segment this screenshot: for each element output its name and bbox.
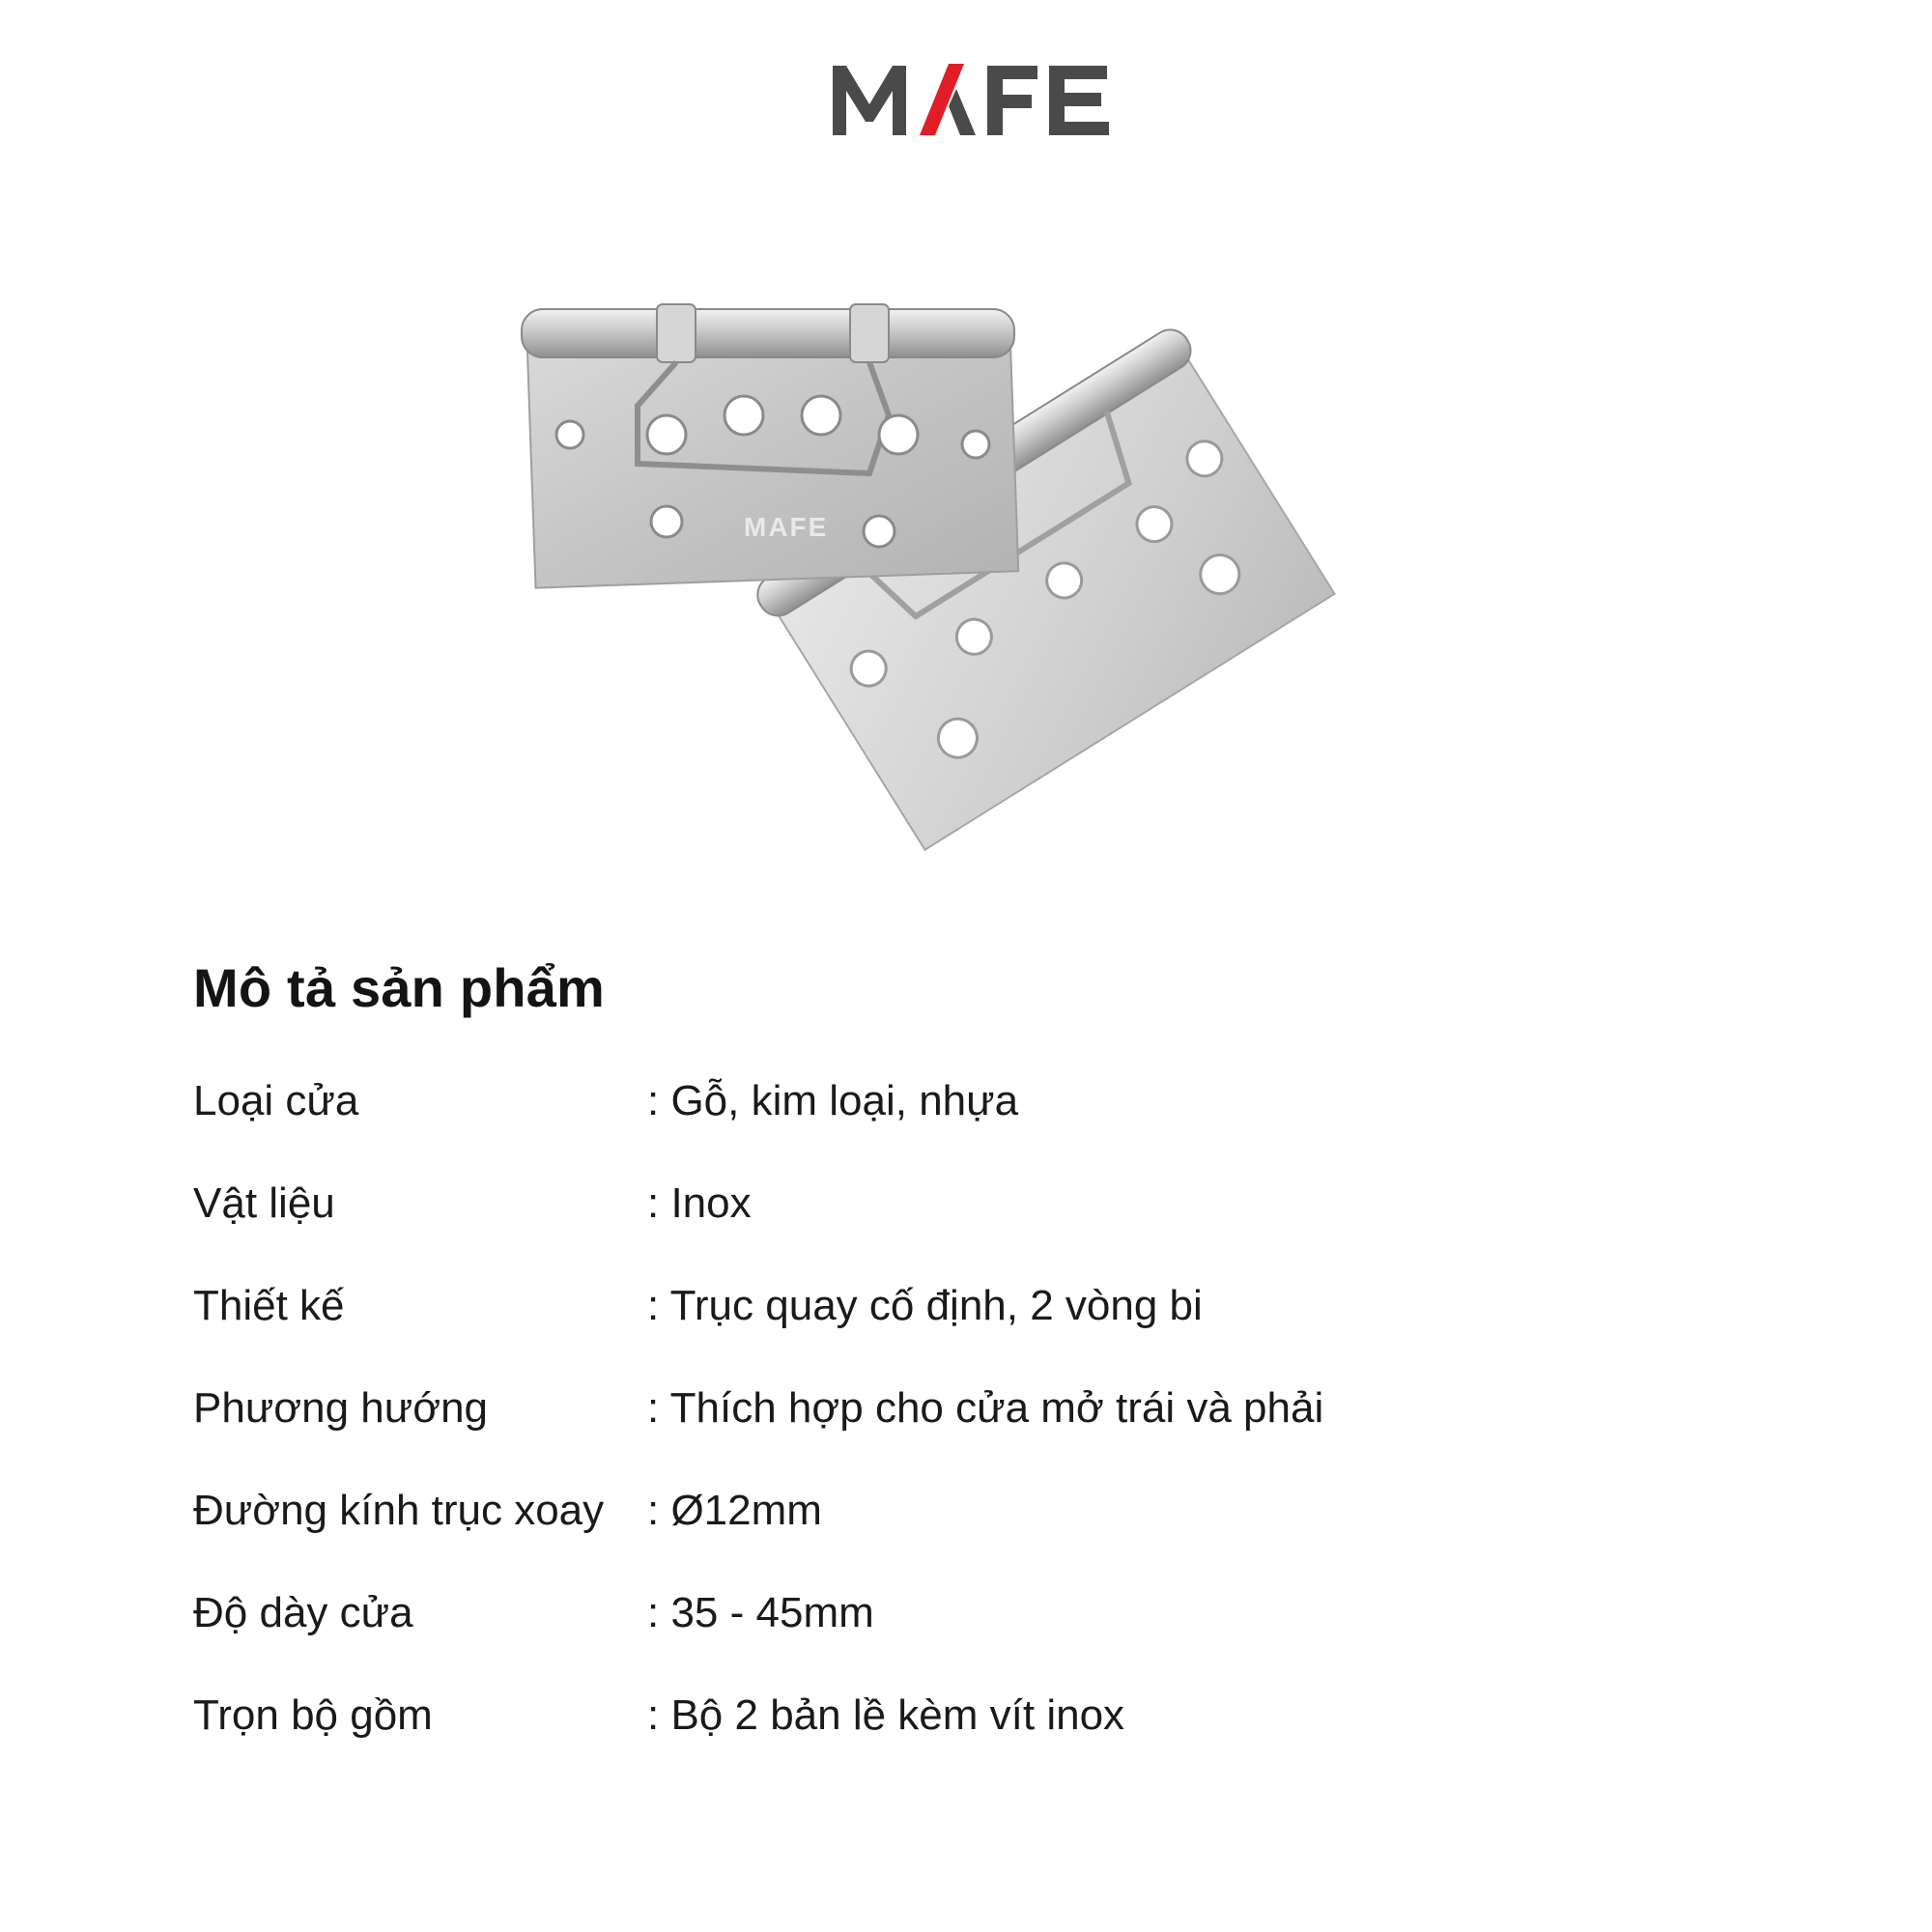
spec-row <box>193 1379 1787 1482</box>
spec-row <box>193 1687 1787 1789</box>
hinge-engraving: MAFE <box>744 512 829 542</box>
spec-label: Thiết kế <box>193 1282 345 1329</box>
spec-value: : 35 - 45mm <box>647 1584 1787 1642</box>
spec-label: Trọn bộ gồm <box>193 1691 433 1739</box>
hinge-left-icon <box>522 304 1018 588</box>
spec-row <box>193 1175 1787 1277</box>
spec-value: : Inox <box>647 1175 1787 1233</box>
spec-label: Phương hướng <box>193 1384 489 1432</box>
spec-label: Đường kính trục xoay <box>193 1487 605 1534</box>
spec-value: : Ø12mm <box>647 1482 1787 1540</box>
spec-label: Loại cửa <box>193 1077 359 1124</box>
spec-row <box>193 1584 1787 1687</box>
spec-list <box>193 1072 1787 1789</box>
section-title: Mô tả sản phẩm <box>193 957 605 1018</box>
spec-row <box>193 1277 1787 1379</box>
spec-label: Vật liệu <box>193 1179 335 1227</box>
mafe-logo <box>831 60 1111 137</box>
spec-row <box>193 1482 1787 1584</box>
hinge-product-image <box>512 290 1459 889</box>
spec-row <box>193 1072 1787 1175</box>
spec-value: : Thích hợp cho cửa mở trái và phải <box>647 1379 1787 1437</box>
spec-value: : Bộ 2 bản lề kèm vít inox <box>647 1687 1787 1745</box>
spec-label: Độ dày cửa <box>193 1589 413 1636</box>
spec-value: : Gỗ, kim loại, nhựa <box>647 1072 1787 1130</box>
spec-value: : Trục quay cố định, 2 vòng bi <box>647 1277 1787 1335</box>
